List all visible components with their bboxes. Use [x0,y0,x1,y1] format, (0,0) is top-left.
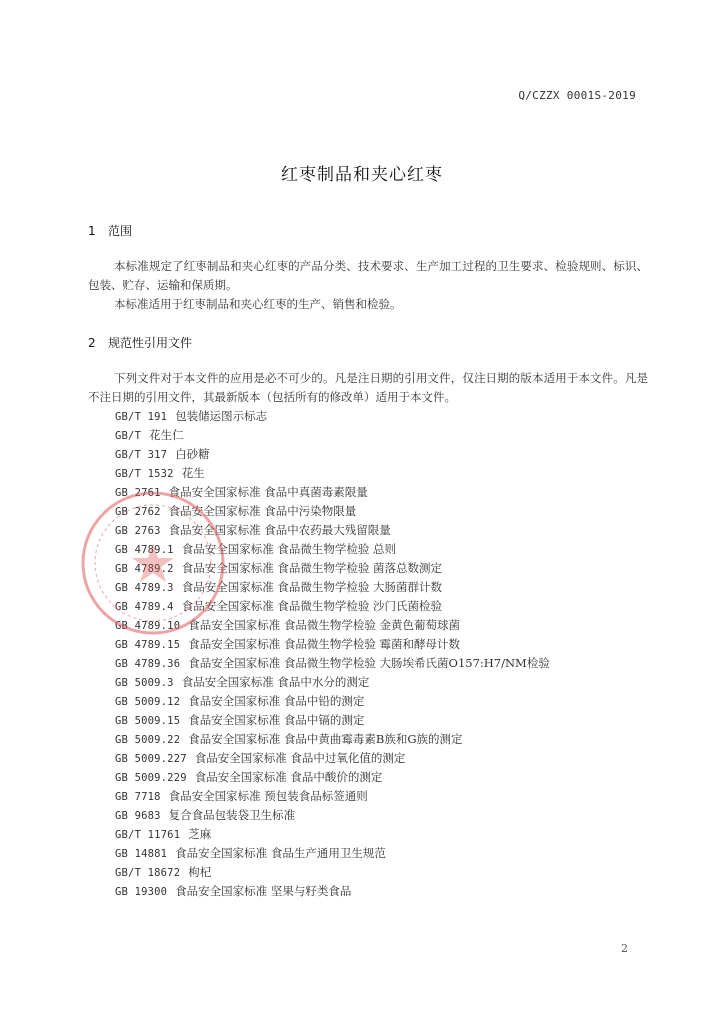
reference-name: 食品安全国家标准 坚果与籽类食品 [175,884,352,898]
reference-item [115,882,550,901]
section-title: 规范性引用文件 [108,336,193,350]
reference-item [115,616,550,635]
reference-item [115,407,550,426]
reference-code: GB/T 317 [115,449,168,461]
reference-item [115,730,550,749]
section-number: 1 [88,224,96,238]
reference-code: GB/T [115,430,142,442]
reference-item [115,445,550,464]
reference-name: 食品安全国家标准 食品微生物学检验 菌落总数测定 [181,561,443,575]
reference-item [115,749,550,768]
reference-item [115,426,550,445]
reference-code: GB 4789.4 [115,601,174,613]
reference-code: GB/T 1532 [115,468,174,480]
reference-item [115,464,550,483]
reference-code: GB/T 18672 [115,867,181,879]
doc-code: Q/CZZX 0001S-2019 [518,89,636,102]
reference-code: GB 4789.15 [115,639,181,651]
reference-code: GB 4789.10 [115,620,181,632]
reference-code: GB 9683 [115,810,161,822]
reference-code: GB 5009.229 [115,772,187,784]
reference-name: 食品安全国家标准 预包装食品标签通则 [168,789,368,803]
reference-item [115,502,550,521]
reference-code: GB 7718 [115,791,161,803]
section-title: 范围 [108,224,133,238]
reference-name: 枸杞 [188,865,212,879]
reference-name: 花生仁 [149,428,184,442]
reference-code: GB 19300 [115,886,168,898]
reference-item [115,768,550,787]
reference-name: 食品安全国家标准 食品中镉的测定 [188,713,365,727]
document-title: 红枣制品和夹心红枣 [281,165,443,185]
reference-item [115,787,550,806]
reference-code: GB 5009.22 [115,734,181,746]
reference-item [115,635,550,654]
reference-name: 包装储运图示标志 [175,409,268,423]
reference-code: GB 2763 [115,525,161,537]
reference-code: GB 4789.3 [115,582,174,594]
section-heading-references [88,334,192,351]
reference-code: GB 14881 [115,848,168,860]
reference-code: GB 4789.2 [115,563,174,575]
reference-name: 食品安全国家标准 食品中黄曲霉毒素B族和G族的测定 [188,732,463,746]
reference-name: 食品安全国家标准 食品中过氧化值的测定 [194,751,406,765]
reference-code: GB/T 11761 [115,829,181,841]
section-heading-scope [88,222,132,239]
reference-name: 复合食品包装袋卫生标准 [168,808,296,822]
reference-name: 食品安全国家标准 食品微生物学检验 总则 [181,542,397,556]
reference-item [115,692,550,711]
reference-item [115,844,550,863]
reference-code: GB 5009.12 [115,696,181,708]
reference-name: 食品安全国家标准 食品微生物学检验 沙门氏菌检验 [181,599,443,613]
reference-name: 食品安全国家标准 食品中农药最大残留限量 [168,523,391,537]
reference-name: 食品安全国家标准 食品微生物学检验 大肠菌群计数 [181,580,443,594]
reference-code: GB 2761 [115,487,161,499]
page-number: 2 [621,942,628,955]
reference-code: GB 5009.15 [115,715,181,727]
reference-name: 花生 [181,466,205,480]
reference-item [115,825,550,844]
reference-item [115,673,550,692]
reference-item [115,540,550,559]
reference-item [115,559,550,578]
reference-name: 食品安全国家标准 食品微生物学检验 金黄色葡萄球菌 [188,618,461,632]
reference-name: 食品安全国家标准 食品生产通用卫生规范 [175,846,386,860]
reference-list [115,407,550,901]
reference-name: 食品安全国家标准 食品微生物学检验 大肠埃希氏菌O157:H7/NM检验 [188,656,550,670]
reference-item [115,654,550,673]
references-intro-paragraph: 下列文件对于本文件的应用是必不可少的。凡是注日期的引用文件，仅注日期的版本适用于本文件。凡是不注日期的引用文件，其最新版本（包括所有的修改单）适用于本文件。 [88,371,648,404]
scope-paragraph-1: 本标准规定了红枣制品和夹心红枣的产品分类、技术要求、生产加工过程的卫生要求、检验规则、标识、包装、贮存、运输和保质期。 [88,259,648,292]
reference-name: 食品安全国家标准 食品微生物学检验 霉菌和酵母计数 [188,637,461,651]
reference-item [115,578,550,597]
reference-code: GB 5009.3 [115,677,174,689]
reference-name: 芝麻 [188,827,212,841]
reference-item [115,521,550,540]
reference-name: 白砂糖 [175,447,210,461]
reference-item [115,597,550,616]
reference-name: 食品安全国家标准 食品中污染物限量 [168,504,357,518]
reference-name: 食品安全国家标准 食品中铅的测定 [188,694,365,708]
reference-code: GB/T 191 [115,411,168,423]
reference-item [115,863,550,882]
reference-item [115,711,550,730]
reference-item [115,806,550,825]
reference-name: 食品安全国家标准 食品中真菌毒素限量 [168,485,368,499]
section-number: 2 [88,336,96,350]
reference-name: 食品安全国家标准 食品中水分的测定 [181,675,370,689]
reference-name: 食品安全国家标准 食品中酸价的测定 [194,770,383,784]
reference-code: GB 5009.227 [115,753,187,765]
reference-code: GB 4789.36 [115,658,181,670]
reference-item [115,483,550,502]
scope-paragraph-2: 本标准适用于红枣制品和夹心红枣的生产、销售和检验。 [114,297,402,311]
reference-code: GB 2762 [115,506,161,518]
reference-code: GB 4789.1 [115,544,174,556]
